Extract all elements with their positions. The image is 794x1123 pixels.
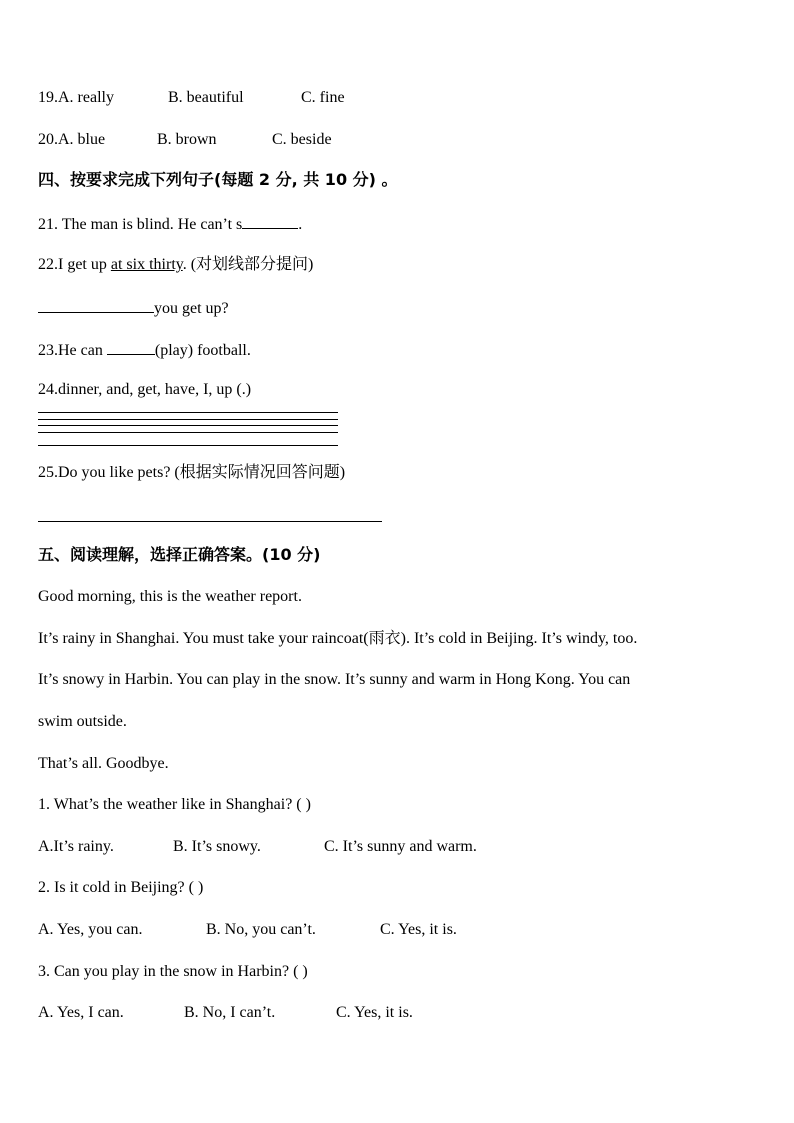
option-b: B. beautiful	[168, 89, 244, 106]
option-b: B. No, you can’t.	[206, 921, 316, 938]
reading-options-2	[38, 920, 457, 940]
passage-line: Good morning, this is the weather report.	[38, 588, 302, 605]
question-22	[38, 255, 313, 275]
question-number: 22.	[38, 256, 58, 273]
question-number: 20.	[38, 131, 58, 148]
option-a: A.It’s rainy.	[38, 838, 114, 855]
option-a: A. blue	[58, 131, 106, 148]
answer-blank[interactable]	[38, 297, 154, 313]
question-number: 23.	[38, 342, 58, 359]
question-20	[38, 130, 332, 150]
passage-line: That’s all. Goodbye.	[38, 755, 169, 772]
answer-blank[interactable]	[242, 213, 298, 229]
reading-question-1: 1. What’s the weather like in Shanghai? ( )	[38, 796, 311, 813]
writing-line[interactable]	[38, 425, 338, 426]
question-21	[38, 213, 302, 235]
passage-line: It’s rainy in Shanghai. You must take your raincoat(雨衣). It’s cold in Beijing. It’s windy, too.	[38, 630, 638, 647]
answer-text: you get up?	[154, 300, 229, 317]
writing-line[interactable]	[38, 445, 338, 446]
option-a: A. Yes, you can.	[38, 921, 143, 938]
question-number: 21	[38, 216, 54, 233]
question-number: 19.	[38, 89, 58, 106]
passage-line: It’s snowy in Harbin. You can play in the snow. It’s sunny and warm in Hong Kong. You can	[38, 671, 631, 688]
option-a: A. really	[58, 89, 114, 106]
question-25	[38, 463, 345, 483]
reading-question-3: 3. Can you play in the snow in Harbin? ( )	[38, 963, 308, 980]
question-23	[38, 339, 251, 361]
option-c: C. It’s sunny and warm.	[324, 838, 477, 855]
reading-question-2: 2. Is it cold in Beijing? ( )	[38, 879, 204, 896]
question-text: He can	[58, 342, 107, 359]
writing-line[interactable]	[38, 412, 338, 413]
underlined-phrase: at six thirty	[110, 256, 183, 273]
question-22-answer	[38, 297, 229, 319]
question-text: . The man is blind. He can’t s	[54, 216, 243, 233]
passage-line: swim outside.	[38, 713, 127, 730]
instruction: . (对划线部分提问)	[182, 256, 314, 273]
reading-options-1	[38, 837, 477, 857]
reading-options-3	[38, 1003, 413, 1023]
option-c: C. fine	[301, 89, 345, 106]
question-text-end: (play) football.	[154, 342, 251, 359]
option-c: C. beside	[272, 131, 332, 148]
question-text: dinner, and, get, have, I, up (.)	[58, 381, 252, 398]
question-text: Do you like pets? (根据实际情况回答问题)	[58, 464, 346, 481]
answer-line[interactable]	[38, 521, 382, 522]
question-text: I get up	[58, 256, 111, 273]
question-number: 24.	[38, 381, 58, 398]
section-4-heading: 四、按要求完成下列句子(每题 2 分, 共 10 分) 。	[38, 170, 398, 189]
option-a: A. Yes, I can.	[38, 1004, 124, 1021]
option-b: B. No, I can’t.	[184, 1004, 276, 1021]
question-number: 25.	[38, 464, 58, 481]
writing-line[interactable]	[38, 432, 338, 433]
writing-line[interactable]	[38, 419, 338, 420]
option-c: C. Yes, it is.	[380, 921, 457, 938]
question-24	[38, 380, 251, 400]
option-c: C. Yes, it is.	[336, 1004, 413, 1021]
question-text-end: .	[298, 216, 303, 233]
answer-blank[interactable]	[107, 339, 155, 355]
option-b: B. brown	[157, 131, 217, 148]
question-19	[38, 88, 345, 108]
section-5-heading: 五、阅读理解，选择正确答案。(10 分)	[38, 545, 321, 564]
option-b: B. It’s snowy.	[173, 838, 261, 855]
